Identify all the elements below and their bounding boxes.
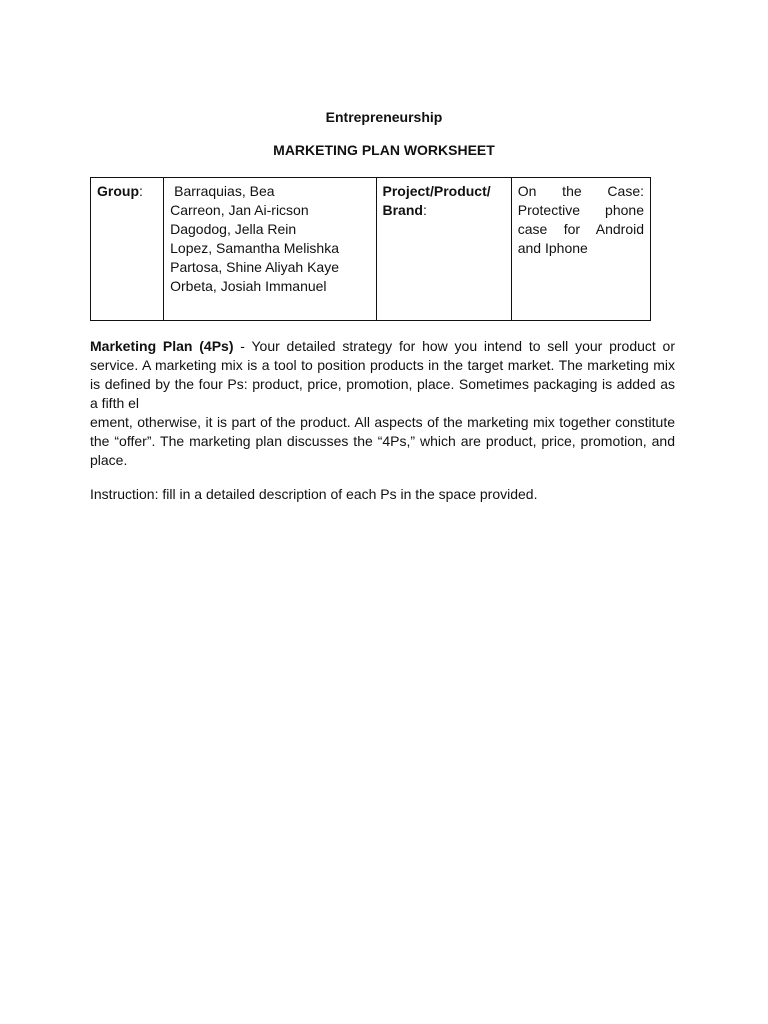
marketing-plan-label: Marketing Plan (4Ps)	[90, 338, 234, 354]
group-label-colon: :	[139, 183, 143, 199]
project-value: On the Case: Protective phone case for Android and Iphone	[517, 183, 644, 256]
group-label: Group	[97, 183, 139, 199]
marketing-plan-text-part1: - Your detailed strategy for how you intend to sell your product or service. A marketing mix is a tool to position products in the target market. The marketing mix is defined by the four Ps: product, price, promotion, place. Sometimes packaging is added as a fifth el	[90, 338, 676, 411]
info-table-row	[91, 178, 651, 321]
document-subtitle: MARKETING PLAN WORKSHEET	[273, 142, 495, 158]
group-member: Lopez, Samantha Melishka	[170, 240, 339, 256]
project-label-colon: :	[422, 202, 427, 218]
project-label-line2: Brand	[382, 202, 423, 218]
project-label-line1: Project/Product/	[382, 183, 491, 199]
info-table	[90, 177, 651, 321]
project-label-cell	[376, 178, 511, 321]
instruction-text: Instruction: fill in a detailed description of each Ps in the space provided.	[90, 486, 538, 502]
group-member: Partosa, Shine Aliyah Kaye	[170, 259, 340, 275]
project-value-cell	[511, 178, 650, 321]
marketing-plan-text-part2: ement, otherwise, it is part of the product. All aspects of the marketing mix together constitute the “offer”. The marketing plan discusses the “4Ps,” which are product, price, promotion, and place.	[90, 414, 675, 468]
group-members-cell	[164, 178, 376, 321]
group-label-cell	[91, 178, 164, 321]
marketing-plan-paragraph	[90, 337, 675, 470]
group-member: Barraquias, Bea	[174, 183, 275, 199]
group-member: Orbeta, Josiah Immanuel	[170, 278, 327, 294]
group-member: Carreon, Jan Ai-ricson	[170, 202, 309, 218]
document-title: Entrepreneurship	[325, 109, 443, 125]
group-member: Dagodog, Jella Rein	[170, 221, 297, 237]
